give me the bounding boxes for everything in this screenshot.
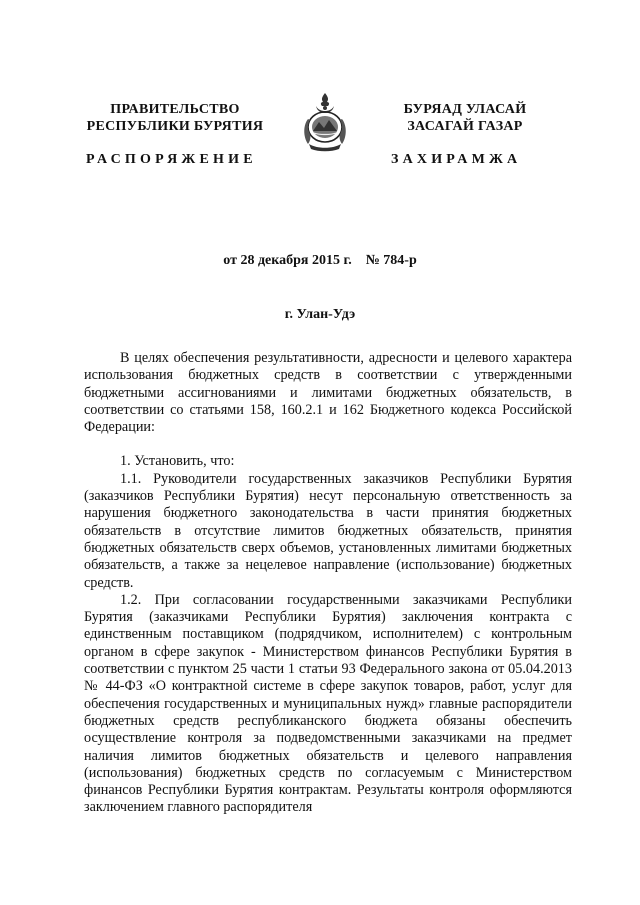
document-body bbox=[84, 350, 572, 817]
decree-title: РАСПОРЯЖЕНИЕ bbox=[86, 152, 257, 167]
government-title-buryat-line1: БУРЯАД УЛАСАЙ bbox=[403, 102, 527, 117]
header-right bbox=[370, 101, 560, 135]
preamble-paragraph: В целях обеспечения результативности, адресности и целевого характера использования бюджетных средств в соответствии с утвержденными бюджетными ассигнованиями и лимитами бюджетных обязательств, в соответствии со статьями 158, 160.2.1 и 162 Бюджетного кодекса Российской Федерации: bbox=[84, 350, 572, 436]
clause-1-2: 1.2. При согласовании государственными заказчиками Республики Бурятия (заказчиками Республики Бурятия) заключения контракта с единственным поставщиком (подрядчиком, исполнителем) с контрольным органом в сфере закупок - Министерством финансов Республики Бурятия в соответствии с пунктом 25 части 1 статьи 93 Федерального закона от 05.04.2013 № 44-ФЗ «О контрактной системе в сфере закупок товаров, работ, услуг для обеспечения государственных и муниципальных нужд» главные распорядители бюджетных средств республиканского бюджета обязаны обеспечить осуществление контроля за подведомственными заказчиками на предмет наличия лимитов бюджетных обязательств и целевого направления (использования) бюджетных средств по согласуемым с Министерством финансов Республики Бурятия контрактам. Результаты контроля оформляются заключением главного распорядителя bbox=[84, 591, 572, 816]
decree-city: г. Улан-Удэ bbox=[284, 307, 356, 322]
government-title-line2: РЕСПУБЛИКИ БУРЯТИЯ bbox=[86, 119, 264, 134]
government-title-buryat-line2: ЗАСАГАЙ ГАЗАР bbox=[407, 119, 523, 134]
header-left bbox=[70, 101, 280, 135]
decree-title-buryat: ЗАХИРАМЖА bbox=[391, 152, 522, 167]
clause-1: 1. Установить, что: bbox=[120, 453, 235, 470]
coat-of-arms-icon bbox=[299, 91, 351, 153]
government-title-line1: ПРАВИТЕЛЬСТВО bbox=[110, 102, 240, 117]
decree-date-number: от 28 декабря 2015 г. № 784-р bbox=[223, 253, 417, 268]
clause-1-1: 1.1. Руководители государственных заказчиков Республики Бурятия (заказчиков Республики Бурятия) несут персональную ответственность за нарушения бюджетного законодательства в части принятия бюджетных обязательств в отсутствие лимитов бюджетных обязательств, принятия бюджетных обязательств сверх объемов, установленных лимитами бюджетных обязательств, а также за нецелевое направление (использование) бюджетных средств. bbox=[84, 470, 572, 591]
